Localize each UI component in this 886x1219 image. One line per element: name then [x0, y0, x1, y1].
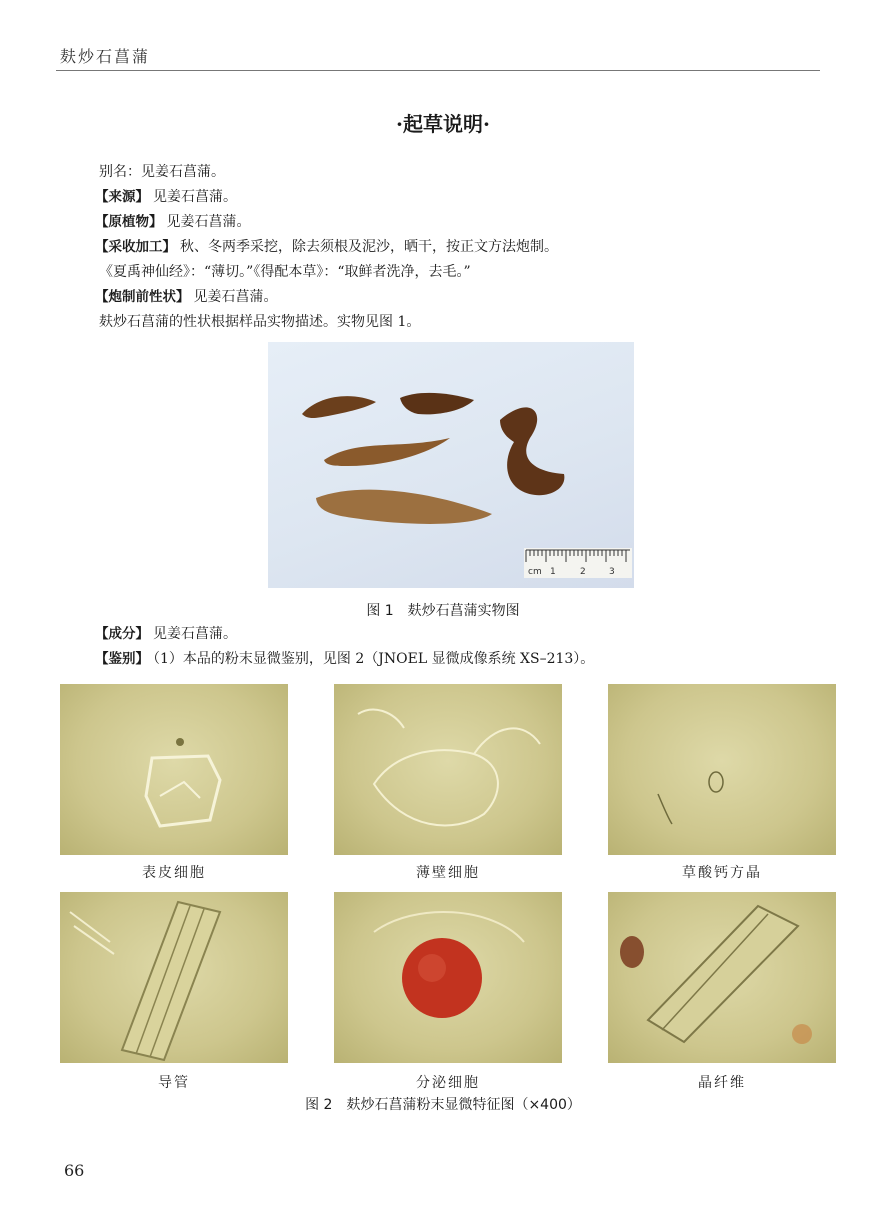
paragraph-line [95, 647, 825, 672]
line-tag: 【采收加工】 [95, 239, 176, 255]
micrograph-epidermal-cells [60, 684, 288, 855]
micrograph-vessel [60, 892, 288, 1063]
micrograph-crystal-fiber [608, 892, 836, 1063]
micrograph-calcium-oxalate-crystal [608, 684, 836, 855]
line-text: 麸炒石菖蒲的性状根据样品实物描述。实物见图 1。 [99, 314, 421, 330]
paragraph-line [95, 285, 825, 310]
figure-1-caption: 图 1 麸炒石菖蒲实物图 [366, 603, 520, 619]
line-text: 见姜石菖蒲。 [153, 626, 237, 642]
running-head: 麸炒石菖蒲 [60, 47, 151, 66]
micrograph-secretory-cell [334, 892, 562, 1063]
rhizome-piece [400, 393, 474, 414]
paragraph-line [95, 160, 825, 185]
ruler-tick-label: 3 [609, 567, 615, 577]
line-text: 见姜石菖蒲。 [166, 214, 251, 230]
line-tag: 【成分】 [95, 626, 149, 642]
ruler-tick-label: 1 [550, 567, 556, 577]
figure-2-caption: 图 2 麸炒石菖蒲粉末显微特征图（×400） [305, 1097, 581, 1113]
specimen-photo [268, 342, 634, 588]
line-text: 别名：见姜石菖蒲。 [99, 164, 225, 180]
header-rule [56, 70, 820, 71]
ruler [524, 548, 632, 578]
panel-label: 分泌细胞 [416, 1075, 480, 1091]
body-text [95, 160, 825, 335]
rhizome-piece [302, 396, 376, 418]
section-title: ·起草说明· [396, 112, 490, 136]
line-text: 《夏禹神仙经》：“薄切。”《得配本草》：“取鲜者洗净，去毛。” [99, 264, 471, 280]
page-number: 66 [64, 1161, 85, 1180]
specimen-illustration [268, 342, 634, 588]
panel-label: 晶纤维 [698, 1075, 746, 1091]
line-text: 秋、冬两季采挖，除去须根及泥沙，晒干，按正文方法炮制。 [180, 239, 558, 255]
paragraph-line [95, 185, 825, 210]
micrograph-parenchyma-cells [334, 684, 562, 855]
line-tag: 【鉴别】 [95, 651, 149, 667]
rhizome-piece [316, 490, 492, 524]
line-tag: 【来源】 [95, 189, 149, 205]
rhizome-piece [500, 407, 564, 495]
rhizome-piece [324, 438, 450, 466]
paragraph-line [95, 310, 825, 335]
line-text: 见姜石菖蒲。 [193, 289, 278, 305]
paragraph-line [95, 260, 825, 285]
paragraph-line [95, 210, 825, 235]
panel-label: 草酸钙方晶 [682, 865, 762, 881]
ruler-tick-label: 2 [580, 567, 586, 577]
line-tag: 【原植物】 [95, 214, 163, 230]
line-text: 见姜石菖蒲。 [153, 189, 237, 205]
line-tag: 【炮制前性状】 [95, 289, 190, 305]
panel-label: 薄壁细胞 [416, 865, 480, 881]
panel-label: 导管 [158, 1075, 190, 1091]
paragraph-line [95, 235, 825, 260]
ruler-unit: cm [528, 567, 542, 577]
panel-label: 表皮细胞 [142, 865, 206, 881]
body-text-lower [95, 622, 825, 672]
line-text: （1）本品的粉末显微鉴别，见图 2（JNOEL 显微成像系统 XS–213）。 [153, 651, 595, 667]
paragraph-line [95, 622, 825, 647]
